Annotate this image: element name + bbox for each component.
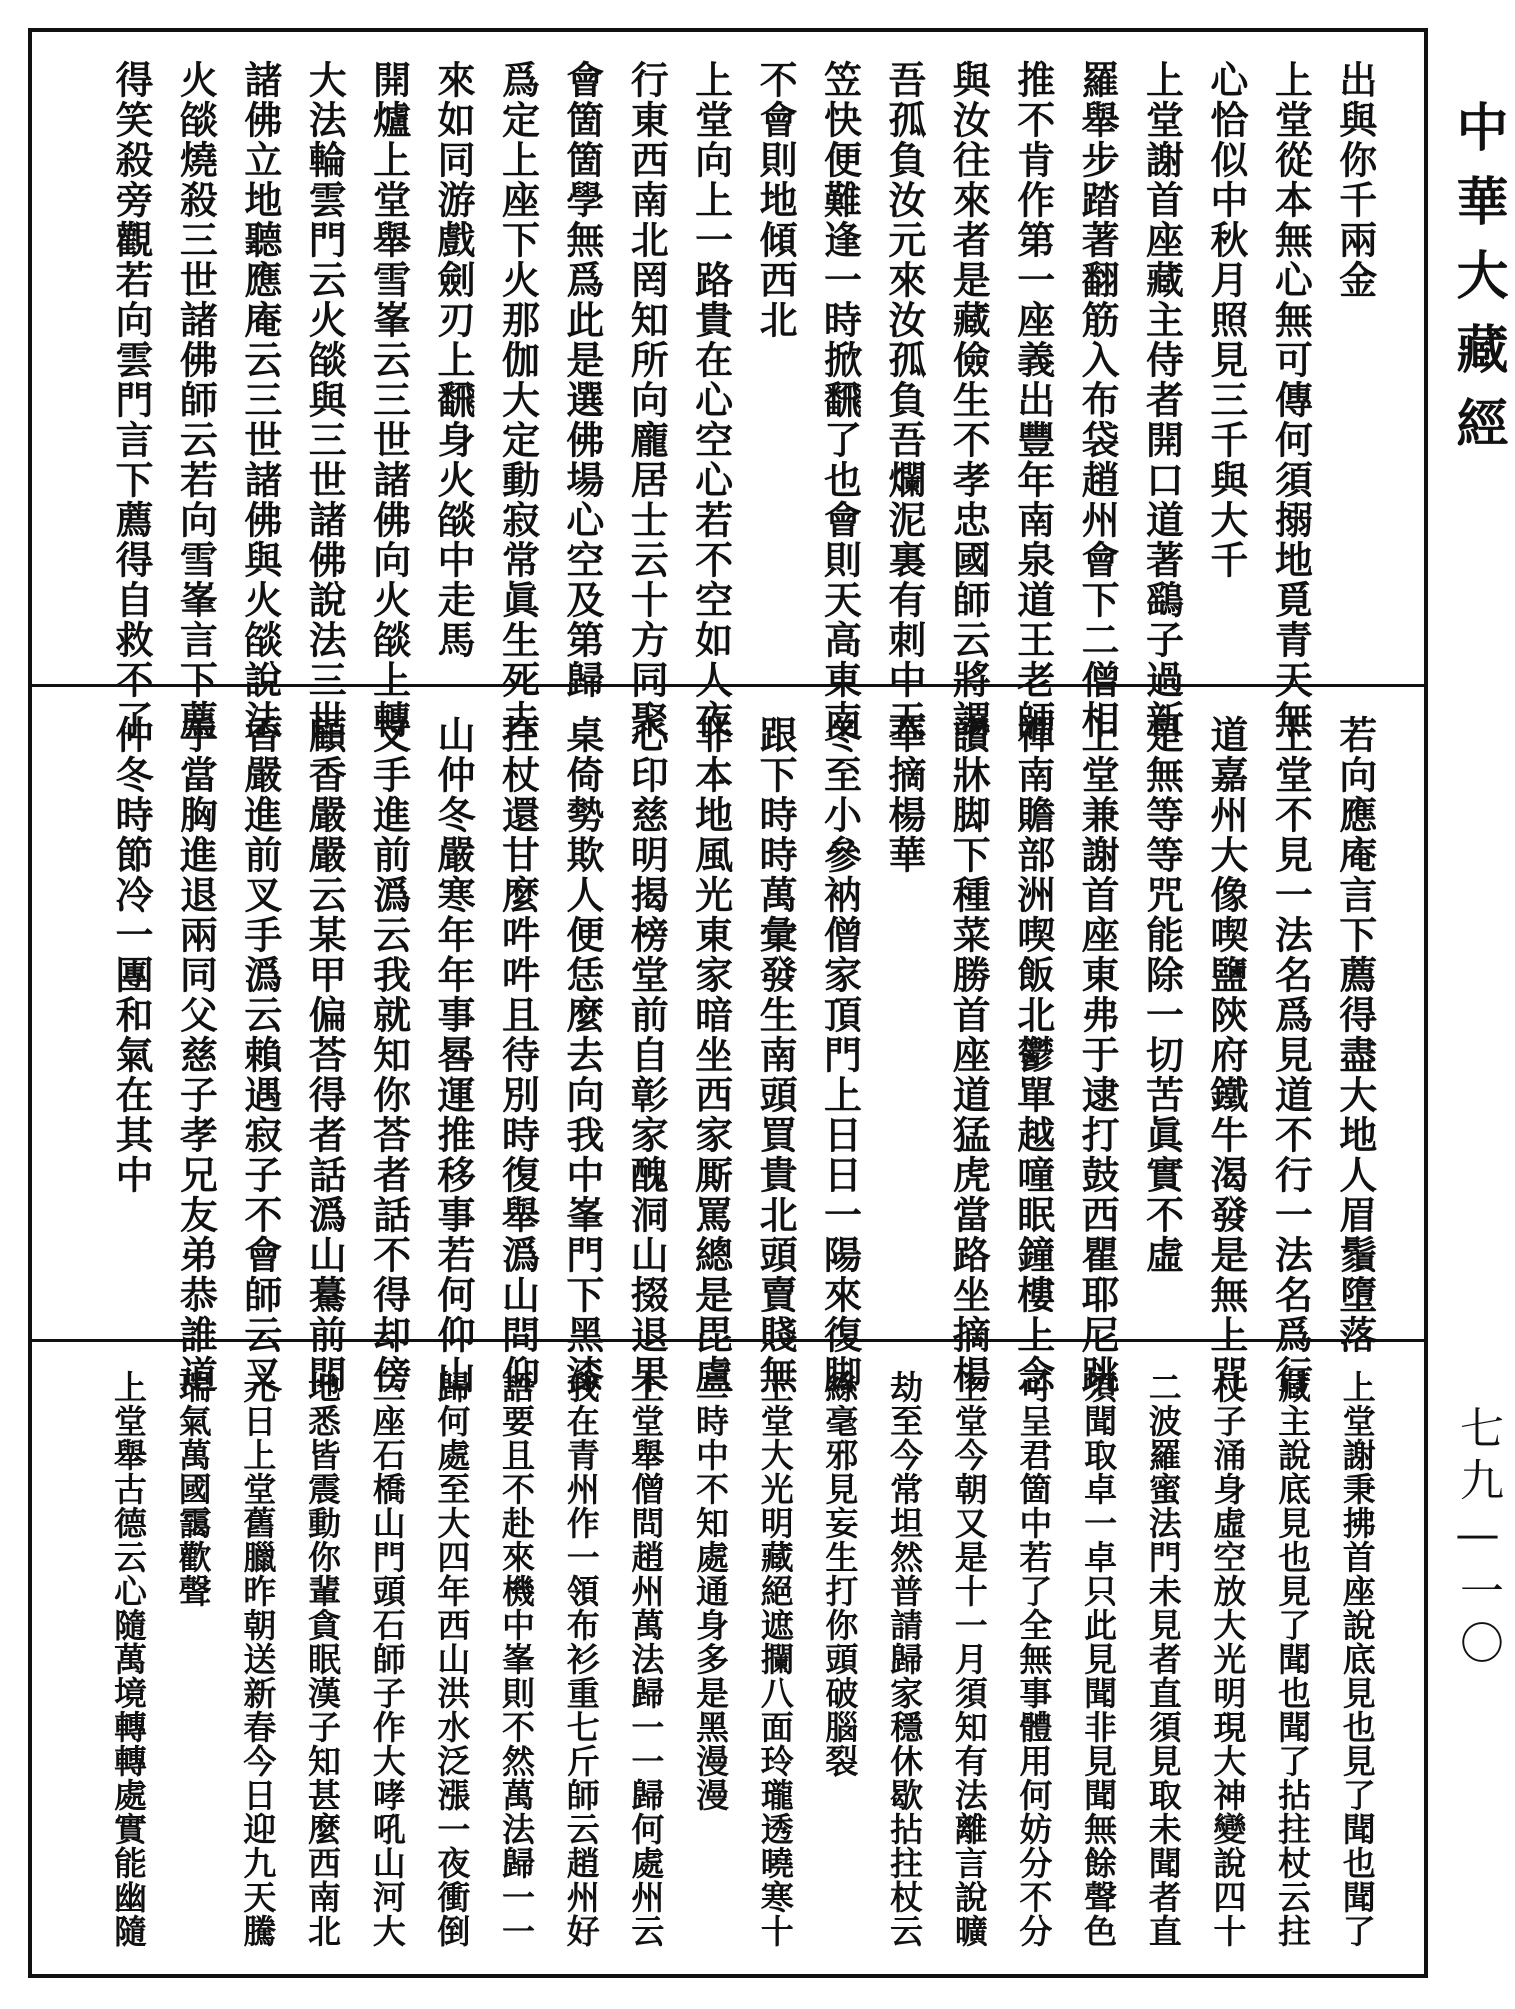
text-column: 上堂向上一路貴在心空心若不空如人夜 — [688, 60, 734, 740]
text-column: 讚牀脚下種菜勝首座道猛虎當路坐摘楊 — [946, 715, 992, 1395]
text-column: 我在青州作一領布衫重七斤師云趙州好 — [561, 1370, 601, 1948]
text-column: 不會則地傾西北 — [753, 60, 799, 340]
text-column: 藏主說底見也見了聞也聞了拈拄杖云拄 — [1273, 1370, 1313, 1948]
text-column: 叉手進前潙云我就知你荅者話不得却傍 — [366, 715, 412, 1395]
text-column: 出與你千兩金 — [1332, 60, 1378, 300]
text-column: 絲毫邪見妄生打你頭破腦裂 — [820, 1370, 860, 1778]
text-column: 語要且不赴來機中峯則不然萬法歸一一 — [497, 1370, 537, 1948]
text-column: 桌倚勢欺人便恁麼去向我中峯門下黑漆 — [559, 715, 605, 1395]
text-column: 三座石橋山門頭石師子作大哮吼山河大 — [367, 1370, 407, 1948]
text-column: 非本地風光東家暗坐西家厮罵總是毘盧 — [688, 715, 734, 1395]
text-column: 羅舉步踏著翻筋入布袋趙州會下二僧相 — [1075, 60, 1121, 740]
text-column: 地悉皆震動你輩貪眠漢子知甚麼西南北 — [303, 1370, 343, 1948]
text-column: 笠快便難逢一時掀飜了也會則天高東南 — [817, 60, 863, 740]
text-column: 上堂舉僧問趙州萬法歸一一歸何處州云 — [626, 1370, 666, 1948]
text-column: 若向應庵言下薦得盡大地人眉鬚墮落 — [1332, 715, 1378, 1355]
text-column: 上堂謝首座藏主侍者開口道著鷂子過新 — [1139, 60, 1185, 740]
text-column: 歸何處至大四年西山洪水泛漲一夜衝倒 — [432, 1370, 472, 1948]
text-column: 會箇箇學無爲此是選佛場心空及第歸 — [559, 60, 605, 700]
text-column: 二時中不知處通身多是黑漫漫 — [691, 1370, 731, 1812]
text-column: 可呈君箇中若了全無事體用何妨分不分 — [1014, 1370, 1054, 1948]
text-column: 來如同游戲劍刃上飜身火燄中走馬 — [431, 60, 477, 660]
text-panel-middle — [32, 687, 1424, 1395]
text-panel-lower — [32, 1342, 1424, 1974]
text-column: 得笑殺旁觀若向雲門言下薦得自救不了 — [109, 60, 154, 740]
text-column: 上堂大光明藏絕遮攔八面玲瓏透曉寒十 — [755, 1370, 795, 1948]
text-column: 劫至今常坦然普請歸家穩休歇拈拄杖云 — [885, 1370, 925, 1948]
text-column: 華摘楊華 — [881, 715, 927, 875]
column-group — [109, 60, 1378, 740]
text-column: 冬至小參衲僧家頂門上日日一陽來復脚 — [817, 715, 863, 1395]
text-column: 道嘉州大像喫鹽陝府鐵牛渴發是無上咒 — [1203, 715, 1249, 1395]
text-column: 心印慈明揭榜堂前自彰家醜洞山掇退果 — [624, 715, 670, 1395]
text-column: 山仲冬嚴寒年年事晷運推移事若何仰山 — [431, 715, 477, 1395]
text-column: 上堂不見一法名爲見道不行一法名爲行 — [1268, 715, 1314, 1395]
text-column: 瑞氣萬國靄歡聲 — [173, 1370, 213, 1608]
text-column: 推不肯作第一座義出豐年南泉道王老師 — [1010, 60, 1056, 740]
text-column: 上堂今朝又是十一月須知有法離言說曠 — [949, 1370, 989, 1948]
page-number: 七九—一〇 — [1452, 1405, 1503, 1672]
text-column: 大法輪雲門云火燄與三世諸佛說法三世 — [302, 60, 348, 740]
text-column: 行東西南北罔知所向龐居士云十方同聚 — [624, 60, 670, 740]
text-column: 須聞取卓一卓只此見聞非見聞無餘聲色 — [1079, 1370, 1119, 1948]
text-column: 上堂從本無心無可傳何須搦地覓青天無 — [1268, 60, 1314, 740]
text-column: 仲冬時節冷一團和氣在其中 — [109, 715, 154, 1195]
text-column: 爲定上座下火那伽大定動寂常眞生死去 — [495, 60, 541, 740]
text-column: 二波羅蜜法門未見者直須見取未聞者直 — [1143, 1370, 1183, 1948]
text-column: 吾孤負汝元來汝孤負吾爛泥裏有刺中天 — [881, 60, 927, 740]
text-column: 上堂謝秉拂首座說底見也見了聞也聞了 — [1337, 1370, 1377, 1948]
text-column: 是無等等咒能除一切苦眞實不虛 — [1139, 715, 1185, 1275]
page-frame — [28, 28, 1428, 1978]
text-panel-upper — [32, 32, 1424, 740]
sutra-title: 中華大藏經 — [1447, 100, 1508, 470]
text-column: 上堂舉古德云心隨萬境轉轉處實能幽隨 — [109, 1370, 148, 1948]
text-column: 開爐上堂舉雪峯云三世諸佛向火燄上轉 — [366, 60, 412, 740]
text-column: 與汝往來者是藏儉生不孝忠國師云將謂 — [946, 60, 992, 740]
column-group — [109, 715, 1378, 1395]
text-column: 火燄燒殺三世諸佛師云若向雪峯言下薦 — [173, 60, 219, 740]
text-column: 拄杖還甘麼吽吽且待別時復舉潙山問仰 — [495, 715, 541, 1395]
text-column: 心恰似中秋月照見三千與大千 — [1203, 60, 1249, 580]
text-column: 跟下時時萬彙發生南頭買貴北頭賣賤無 — [753, 715, 799, 1395]
column-group — [109, 1370, 1377, 1956]
text-column: 杖子涌身虛空放大光明現大神變說四十 — [1208, 1370, 1248, 1948]
text-column: 元日上堂舊臘昨朝送新春今日迎九天騰 — [238, 1370, 278, 1948]
text-column: 顧香嚴嚴云某甲偏荅得者話潙山驀前問 — [302, 715, 348, 1395]
text-column: 手當胸進退兩同父慈子孝兄友弟恭誰道 — [173, 715, 219, 1395]
text-column: 禪南贍部洲喫飯北鬱單越噇眠鐘樓上念 — [1010, 715, 1056, 1395]
text-column: 諸佛立地聽應庵云三世諸佛與火燄說法 — [237, 60, 283, 740]
text-column: 香嚴進前叉手潙云賴遇寂子不會師云叉 — [237, 715, 283, 1395]
text-column: 上堂兼謝首座東弗于逮打鼓西瞿耶尼跳 — [1075, 715, 1121, 1395]
